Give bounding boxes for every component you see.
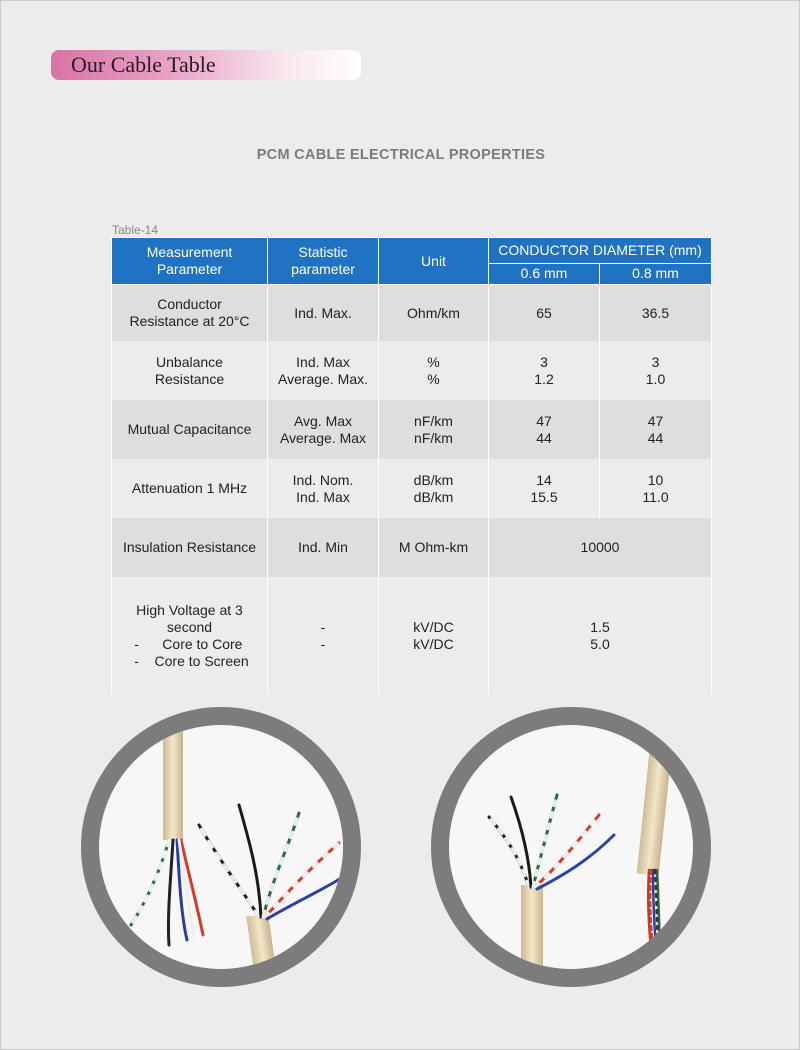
cell-unit: M Ohm-km (379, 518, 489, 577)
cell-d08: 36.5 (600, 285, 712, 342)
cell-d06: 14 15.5 (489, 459, 600, 518)
table-label: Table-14 (112, 223, 159, 237)
cable-properties-table (111, 237, 712, 694)
header-statistic-parameter: Statistic parameter (268, 238, 379, 285)
cable-illustration-right (449, 725, 693, 969)
table-row (112, 341, 712, 400)
header-measurement-parameter: Measurement Parameter (112, 238, 268, 285)
cable-photo-right (431, 707, 711, 987)
cell-merged-value: 1.5 5.0 (489, 577, 712, 694)
cell-merged-value: 10000 (489, 518, 712, 577)
cell-unit: nF/km nF/km (379, 400, 489, 459)
header-diameter-0-8: 0.8 mm (600, 263, 712, 284)
header-unit: Unit (379, 238, 489, 285)
cell-d08: 47 44 (600, 400, 712, 459)
cell-param: Conductor Resistance at 20°C (112, 285, 268, 342)
cell-unit: dB/km dB/km (379, 459, 489, 518)
cell-param: High Voltage at 3 second - Core to Core - Core to Screen (112, 577, 268, 694)
cell-stat: - - (268, 577, 379, 694)
table-row (112, 285, 712, 342)
cell-unit: Ohm/km (379, 285, 489, 342)
cable-photo-left (81, 707, 361, 987)
cell-d08: 3 1.0 (600, 341, 712, 400)
page-title: Our Cable Table (71, 52, 216, 77)
cell-d06: 65 (489, 285, 600, 342)
table-row (112, 577, 712, 694)
cell-unit: kV/DC kV/DC (379, 577, 489, 694)
table-row (112, 400, 712, 459)
cell-stat: Ind. Max. (268, 285, 379, 342)
cell-stat: Avg. Max Average. Max (268, 400, 379, 459)
cell-d08: 10 11.0 (600, 459, 712, 518)
header-conductor-diameter: CONDUCTOR DIAMETER (mm) (489, 238, 712, 264)
cell-d06: 47 44 (489, 400, 600, 459)
table-row (112, 518, 712, 577)
title-banner (51, 50, 361, 80)
cable-jacket (521, 885, 543, 969)
cable-illustration-left (99, 725, 343, 969)
cell-d06: 3 1.2 (489, 341, 600, 400)
cable-jacket (637, 725, 676, 876)
cell-param: Mutual Capacitance (112, 400, 268, 459)
cable-jacket (246, 914, 279, 969)
table-row (112, 459, 712, 518)
header-diameter-0-6: 0.6 mm (489, 263, 600, 284)
section-heading: PCM CABLE ELECTRICAL PROPERTIES (256, 147, 546, 163)
cell-unit: % % (379, 341, 489, 400)
cell-param: Unbalance Resistance (112, 341, 268, 400)
cell-param: Attenuation 1 MHz (112, 459, 268, 518)
cell-param: Insulation Resistance (112, 518, 268, 577)
cell-stat: Ind. Min (268, 518, 379, 577)
cell-stat: Ind. Max Average. Max. (268, 341, 379, 400)
cable-jacket (163, 725, 183, 840)
cell-stat: Ind. Nom. Ind. Max (268, 459, 379, 518)
